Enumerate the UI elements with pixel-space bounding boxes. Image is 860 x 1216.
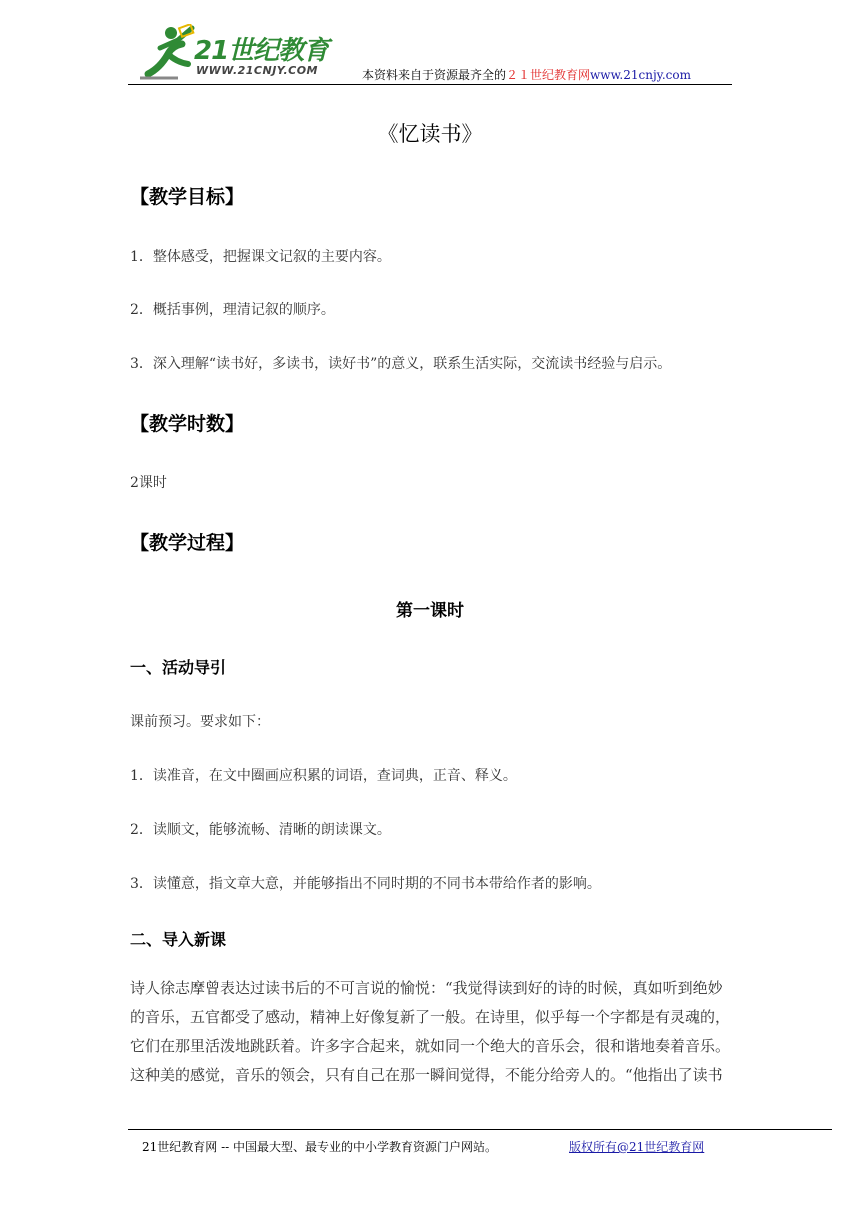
header-site-link[interactable]: ２１世纪教育网 [506,68,591,82]
goals-heading: 【教学目标】 [130,186,245,208]
goal-item-1: 1．整体感受，把握课文记叙的主要内容。 [130,249,391,265]
page-header [128,18,732,85]
header-note-prefix: 本资料来自于资源最齐全的 [362,68,507,82]
part1-item-3: 3．读懂意，指文章大意，并能够指出不同时期的不同书本带给作者的影响。 [130,876,601,892]
site-logo[interactable] [138,24,338,80]
header-url-link[interactable]: www.21cnjy.com [590,68,691,82]
part1-item-2: 2．读顺文，能够流畅、清晰的朗读课文。 [130,822,391,838]
copyright-link[interactable]: 版权所有@21世纪教育网 [569,1140,705,1154]
lesson-heading: 第一课时 [396,601,464,621]
running-figure-icon [138,24,198,80]
part1-item-1: 1．读准音，在文中圈画应积累的词语，查词典，正音、释义。 [130,768,517,784]
goal-item-3: 3．深入理解“读书好，多读书，读好书”的意义，联系生活实际，交流读书经验与启示。 [130,356,672,372]
paragraph-line: 它们在那里活泼地跳跃着。许多字合起来，就如同一个绝大的音乐会，很和谐地奏着音乐。 [130,1037,731,1055]
paragraph-line: 的音乐，五官都受了感动，精神上好像复新了一般。在诗里，似乎每一个字都是有灵魂的， [130,1008,731,1026]
time-heading: 【教学时数】 [130,413,245,435]
page-footer [128,1129,832,1160]
process-heading: 【教学过程】 [130,532,245,554]
logo-url: WWW.21CNJY.COM [196,64,318,77]
header-note [362,66,691,83]
goal-item-2: 2．概括事例，理清记叙的顺序。 [130,302,335,318]
part1-intro: 课前预习。要求如下： [130,714,270,730]
part2-heading: 二、导入新课 [130,930,227,949]
paragraph-line: 诗人徐志摩曾表达过读书后的不可言说的愉悦：“我觉得读到好的诗的时候，真如听到绝妙 [130,979,723,997]
paragraph-line: 这种美的感觉，音乐的领会，只有自己在那一瞬间觉得，不能分给旁人的。“他指出了读书 [130,1066,723,1084]
part2-paragraph [130,974,734,1090]
part1-heading: 一、活动导引 [130,658,227,677]
footer-text: 21世纪教育网 -- 中国最大型、最专业的中小学教育资源门户网站。 [142,1140,498,1154]
time-value: 2课时 [130,475,167,491]
logo-text: 21世纪教育 [194,36,329,66]
document-title: 《忆读书》 [377,122,483,146]
